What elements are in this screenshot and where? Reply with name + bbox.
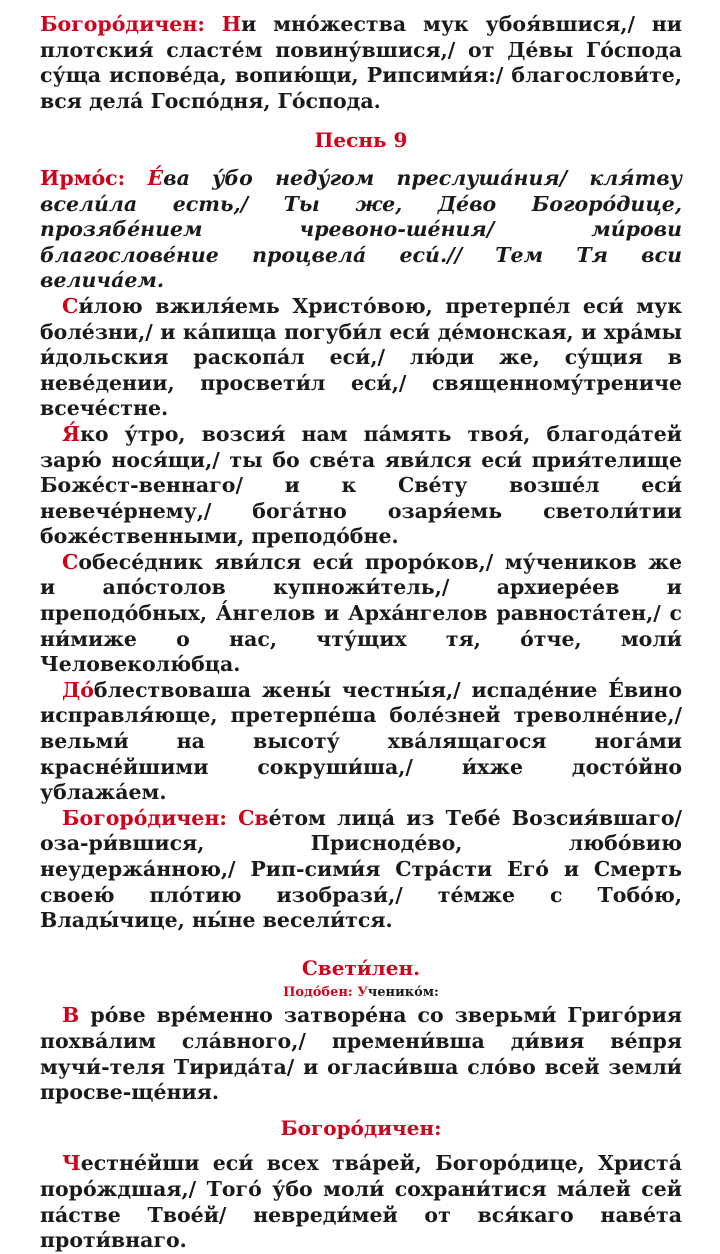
troparion-paragraph [40,422,682,550]
svetilen-heading: Свети́лен. [301,955,421,980]
initial-letter: У [357,985,368,1001]
bogorodichen-paragraph-3 [40,1151,682,1253]
irmos-paragraph [40,166,682,294]
song-heading: Песнь 9 [314,128,408,153]
initial-letter: Е́ [147,165,164,190]
initial-letter: С [62,293,79,318]
podoben-line [40,985,682,1001]
paragraph-text: обесе́дник яви́лся еси́ проро́ков,/ му́чеников же и апо́столов купножи́тель,/ архиере́ев и преподо́бных, А́нгелов и Арха́нгелов равноста́тен,/ с ни́миже о нас, чту́щих тя, о́тче, моли́ Человеколю́бца. [40,549,682,677]
paragraph-text: и мно́жества мук убоя́вшися,/ ни плотския́ сласте́м повину́вшися,/ от Де́вы Го́спода су́ща испове́да, вопию́щи, Рипсими́я:/ благослови́те, вся дела́ Госпо́дня, Го́спода. [40,12,683,113]
bogorodichen-label: Богоро́дичен: [40,12,205,36]
paragraph-text: ро́ве вре́менно затворе́на со зверьми́ Григо́рия похва́лим сла́вного,/ премени́вша ди́вия ве́пря мучи́-теля Тирида́та/ и огласи́вша сло́во всей земли́ просве-ще́ния. [40,1003,682,1105]
initial-letter: Н [221,12,242,36]
svetilen-paragraph [40,1003,682,1105]
troparion-paragraph [40,678,682,806]
paragraph-text: и́лою вжиля́емь Христо́вою, претерпе́л еси́ мук боле́зни,/ и ка́пища погуби́л еси́ де́монская, и хра́мы и́дольския раскопа́л еси́,/ лю́ди же, су́щия в неве́дении, просвети́л еси́,/ священному́трениче всече́стне. [40,293,682,421]
initial-letter: В [62,1003,80,1028]
initial-letter: Я́ [62,421,81,446]
troparion-paragraph [40,550,682,678]
initial-letter: Ч [62,1151,81,1176]
podoben-label: Подо́бен: [283,985,353,1001]
bogorodichen-paragraph-1 [40,12,682,114]
irmos-label: Ирмо́с: [40,165,126,190]
bogorodichen-label: Богоро́дичен: [62,805,227,830]
podoben-text: ченико́м: [367,985,439,1001]
initial-letter: Св [238,805,269,830]
bogorodichen-heading: Богоро́дичен: [280,1115,442,1140]
paragraph-text: блествоваша жены́ честны́я,/ испаде́ние Е́вино исправля́юще, претерпе́ша боле́зней треволне́ние,/ вельми́ на высоту́ хва́лящагося нога́ми красне́йшими сокруши́ша,/ и́хже досто́йно ублажа́ем. [40,677,682,805]
paragraph-text: ко у́тро, возсия́ нам па́мять твоя́, благода́тей зарю́ нося́щи,/ ты бо све́та яви́лся еси́ прия́телище Боже́ст-веннаго/ и к Све́ту возше́л еси́ невече́рнему,/ бога́тно озаря́емь светоли́тии боже́ственными, преподо́бне. [40,421,682,549]
paragraph-text: ва у́бо неду́гом преслуша́ния/ кля́тву всели́ла есть,/ Ты же, Де́во Богоро́дице, прозябе́нием чревоно-ше́ния/ ми́рови благослове́ние процвела́ еси́.// Тем Тя вси велича́ем. [40,165,682,293]
bogorodichen-paragraph-2 [40,806,682,934]
initial-letter: До́ [62,677,94,702]
troparion-paragraph [40,294,682,422]
paragraph-text: естне́йши еси́ всех тва́рей, Богоро́дице, Христа́ поро́ждшая,/ Того́ у́бо моли́ сохрани́тися ма́лей сей па́стве Твое́й/ невреди́мей от вся́каго наве́та проти́внаго. [40,1151,682,1253]
paragraph-text: е́том лица́ из Тебе́ Возсия́вшаго/ оза-ри́вшися, Присноде́во, любо́вию неудержа́нною,/ Рип-сими́я Стра́сти Его́ и Смерть своею́ пло́тию изобрази́,/ те́мже с Тобо́ю, Влады́чице, ны́не весели́тся. [40,805,682,933]
initial-letter: С [62,549,79,574]
